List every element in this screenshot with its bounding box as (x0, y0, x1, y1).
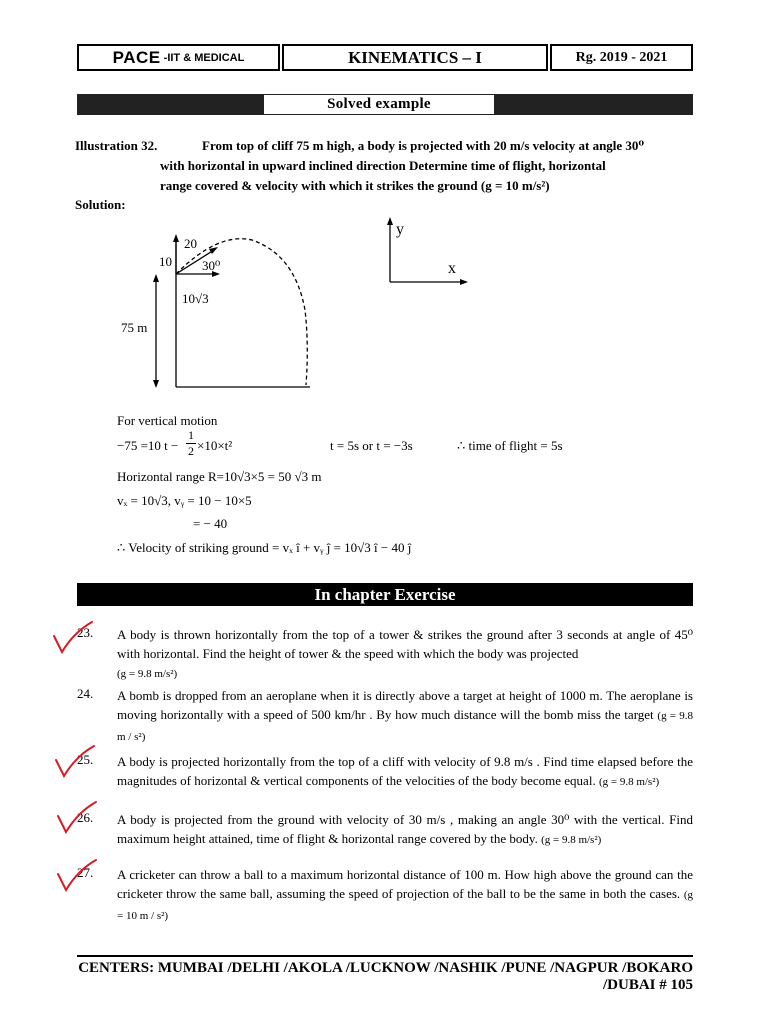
solution-line-2d: ∴ time of flight = 5s (457, 438, 563, 453)
solution-line-2c: t = 5s or t = −3s (330, 438, 413, 453)
label-20: 20 (184, 236, 197, 251)
question-25-g: (g = 9.8 m/s²) (598, 776, 660, 788)
question-26-g: (g = 9.8 m/s²) (541, 834, 602, 846)
tick-mark-icon (50, 742, 100, 782)
question-24-g: (g = 9.8 m / s²) (117, 710, 693, 743)
projectile-diagram (100, 210, 340, 395)
illustration-line-1: From top of cliff 75 m high, a body is projected with 20 m/s velocity at angle 30⁰ (202, 138, 645, 153)
question-23 (117, 625, 693, 684)
axis-y-label: y (396, 221, 404, 238)
tick-mark-icon (48, 618, 98, 658)
solution-line-2b: ×10×t² (197, 438, 233, 453)
question-23-text: A body is thrown horizontally from the top of a tower & strikes the ground after 3 seconds at angle of 45⁰ with horizontal. Find the height of tower & the speed with which the body was projected (117, 627, 693, 661)
fraction-half (186, 428, 196, 459)
question-24-text: A bomb is dropped from an aeroplane when it is directly above a target at height of 1000 m. The aeroplane is moving horizontally with a speed of 500 km/hr . By how much distance will the bomb miss the target (117, 688, 693, 722)
tick-mark-icon (52, 856, 102, 896)
solution-line-6: ∴ Velocity of striking ground = vₓ î + vᵧ ĵ = 10√3 î − 40 ĵ (117, 540, 412, 555)
solution-line-5: = − 40 (193, 516, 228, 531)
solution-line-2a: −75 =10 t − (117, 438, 179, 453)
label-10: 10 (159, 254, 172, 269)
question-27-text: A cricketer can throw a ball to a maximum horizontal distance of 100 m. How high above the ground can the cricketer throw the same ball, assuming the speed of projection of the ball to be the same in both the cases. (117, 867, 693, 901)
question-25-text: A body is projected horizontally from the top of a cliff with velocity of 9.8 m/s . Find time elapsed before the magnitudes of horizontal & vertical components of the velocities of the body become equal. (117, 754, 693, 788)
question-27-number: 27. (77, 865, 94, 880)
question-26-text: A body is projected from the ground with velocity of 30 m/s , making an angle 30⁰ with the vertical. Find maximum height attained, time of flight & horizontal range covered by the body. (117, 812, 693, 846)
question-25 (117, 752, 693, 792)
axes-diagram (380, 212, 475, 292)
question-27 (117, 865, 693, 926)
question-25-number: 25. (77, 752, 94, 767)
solution-line-3: Horizontal range R=10√3×5 = 50 √3 m (117, 469, 322, 484)
chapter-exercise-bar: In chapter Exercise (77, 583, 693, 606)
question-24 (117, 686, 693, 747)
footer-centers: CENTERS: MUMBAI /DELHI /AKOLA /LUCKNOW /NASHIK /PUNE /NAGPUR /BOKARO /DUBAI # 105 (78, 960, 693, 993)
fraction-numerator: 1 (188, 428, 194, 442)
fraction-denominator: 2 (188, 444, 194, 458)
question-26-number: 26. (77, 810, 94, 825)
question-23-g: (g = 9.8 m/s²) (117, 668, 178, 680)
label-angle: 30⁰ (202, 258, 221, 273)
illustration-label: Illustration 32. (75, 138, 158, 153)
logo (77, 44, 280, 71)
logo-main: PACE (112, 47, 161, 67)
illustration-line-3: range covered & velocity with which it strikes the ground (g = 10 m/s²) (160, 178, 550, 193)
question-24-number: 24. (77, 686, 94, 701)
solution-line-4: vₓ = 10√3, vᵧ = 10 − 10×5 (117, 493, 252, 508)
batch-label: Rg. 2019 - 2021 (550, 44, 693, 71)
label-height: 75 m (121, 320, 148, 335)
question-27-g: (g = 10 m / s²) (117, 889, 694, 922)
question-23-number: 23. (77, 625, 94, 640)
solved-example-label: Solved example (263, 94, 495, 115)
chapter-title: KINEMATICS – I (282, 44, 548, 71)
footer-divider (77, 955, 693, 957)
label-horizontal: 10√3 (182, 291, 209, 306)
solution-label: Solution: (75, 197, 126, 212)
axis-x-label: x (448, 260, 456, 277)
question-26 (117, 810, 693, 850)
tick-mark-icon (52, 798, 102, 838)
solution-line-1: For vertical motion (117, 413, 218, 428)
illustration-line-2: with horizontal in upward inclined direction Determine time of flight, horizontal (160, 158, 606, 173)
logo-sub: -IIT & MEDICAL (163, 51, 245, 64)
